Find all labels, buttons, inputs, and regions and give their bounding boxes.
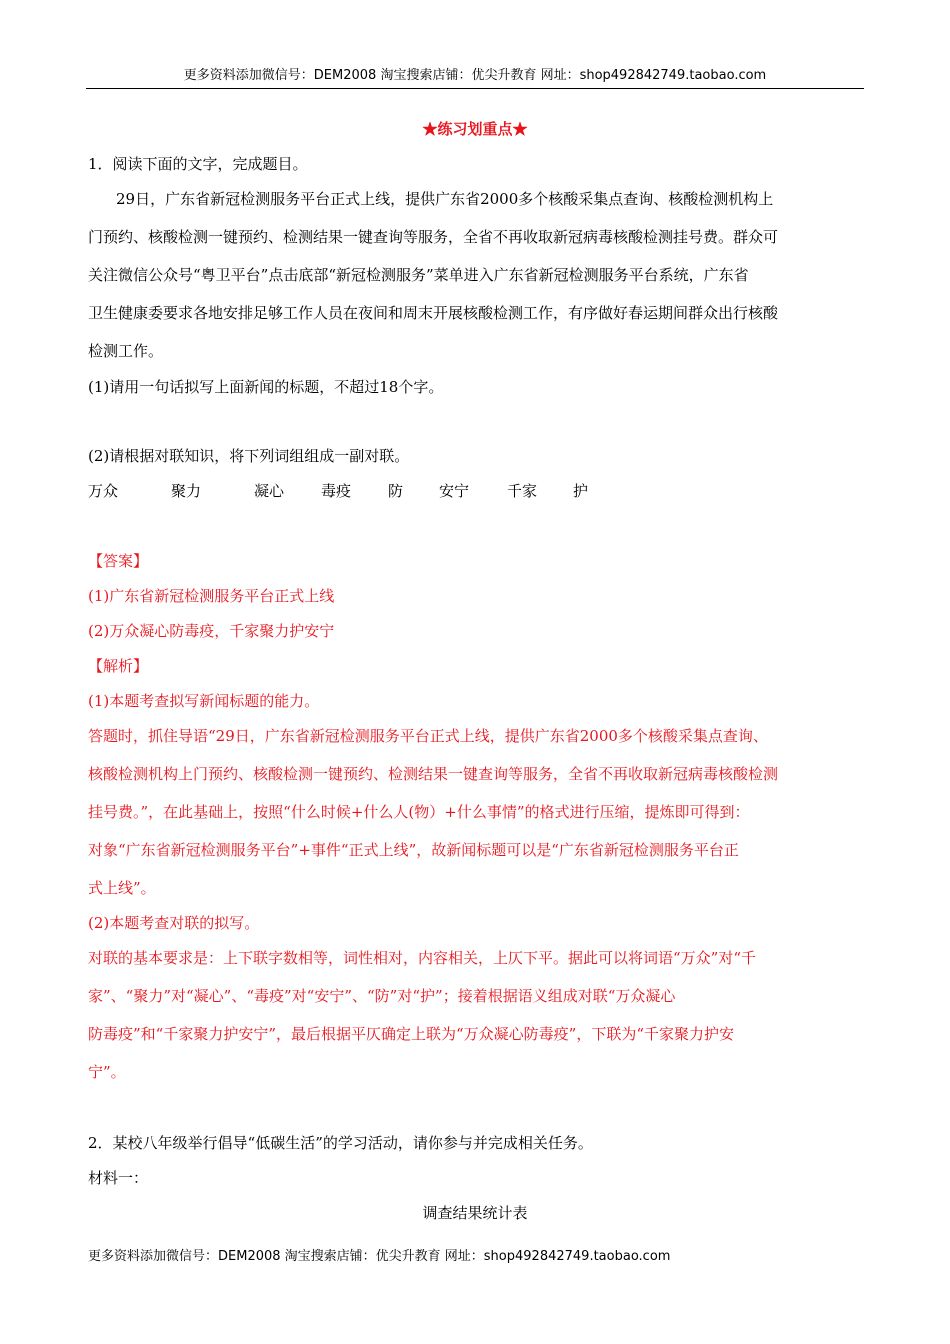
word-item: 安宁 [439,482,470,500]
analysis-line: 答题时，抓住导语“29日，广东省新冠检测服务平台正式上线，提供广东省2000多个核酸采集点查询、 [88,727,768,745]
answer-line: (1)广东省新冠检测服务平台正式上线 [88,587,335,605]
answer-line: (2)万众凝心防毒疫，千家聚力护安宁 [88,622,335,640]
question-1-stem: 1．阅读下面的文字，完成题目。 [88,155,308,173]
material-label: 材料一： [88,1169,149,1187]
analysis-line: 核酸检测机构上门预约、核酸检测一键预约、检测结果一键查询等服务，全省不再收取新冠病毒核酸检测 [88,765,779,783]
sub-question-2: (2)请根据对联知识，将下列词组组成一副对联。 [88,447,410,465]
word-item: 护 [573,482,589,500]
word-item: 凝心 [254,482,285,500]
sub-question-1: (1)请用一句话拟写上面新闻的标题，不超过18个字。 [88,378,444,396]
section-title: ★练习划重点★ [422,120,528,138]
page-header: 更多资料添加微信号：DEM2008 淘宝搜索店铺：优尖升教育 网址：shop492842749.taobao.com [86,66,864,89]
table-title: 调查结果统计表 [422,1204,528,1222]
passage-line: 关注微信公众号“粤卫平台”点击底部“新冠检测服务”菜单进入广东省新冠检测服务平台系统，广东省 [88,266,749,284]
passage-line: 卫生健康委要求各地安排足够工作人员在夜间和周末开展核酸检测工作，有序做好春运期间群众出行核酸 [88,304,779,322]
passage-line: 检测工作。 [88,342,164,360]
word-item: 聚力 [171,482,202,500]
analysis-line: 对象“广东省新冠检测服务平台”+事件“正式上线”，故新闻标题可以是“广东省新冠检测服务平台正 [88,841,739,859]
analysis-line: 防毒疫”和“千家聚力护安宁”，最后根据平仄确定上联为“万众凝心防毒疫”，下联为“千家聚力护安 [88,1025,735,1043]
word-item: 防 [388,482,404,500]
analysis-line: (2)本题考查对联的拟写。 [88,914,260,932]
word-item: 毒疫 [321,482,352,500]
word-item: 万众 [88,482,119,500]
analysis-line: 对联的基本要求是：上下联字数相等，词性相对，内容相关，上仄下平。据此可以将词语“万众”对“千 [88,949,757,967]
analysis-line: 宁”。 [88,1063,126,1081]
passage-line: 门预约、核酸检测一键预约、检测结果一键查询等服务，全省不再收取新冠病毒核酸检测挂号费。群众可 [88,228,779,246]
analysis-line: 挂号费。”，在此基础上，按照“什么时候+什么人(物）+什么事情”的格式进行压缩，提炼即可得到： [88,803,750,821]
question-2-stem: 2．某校八年级举行倡导“低碳生活”的学习活动，请你参与并完成相关任务。 [88,1134,593,1152]
word-item: 千家 [507,482,538,500]
analysis-line: (1)本题考查拟写新闻标题的能力。 [88,692,320,710]
analysis-line: 家”、“聚力”对“凝心”、“毒疫”对“安宁”、“防”对“护”；接着根据语义组成对联“万众凝心 [88,987,676,1005]
analysis-line: 式上线”。 [88,879,156,897]
answer-label: 【答案】 [88,552,149,570]
passage-line: 29日，广东省新冠检测服务平台正式上线，提供广东省2000多个核酸采集点查询、核酸检测机构上 [116,190,774,208]
page-footer: 更多资料添加微信号：DEM2008 淘宝搜索店铺：优尖升教育 网址：shop492842749.taobao.com [88,1249,671,1264]
analysis-label: 【解析】 [88,657,149,675]
